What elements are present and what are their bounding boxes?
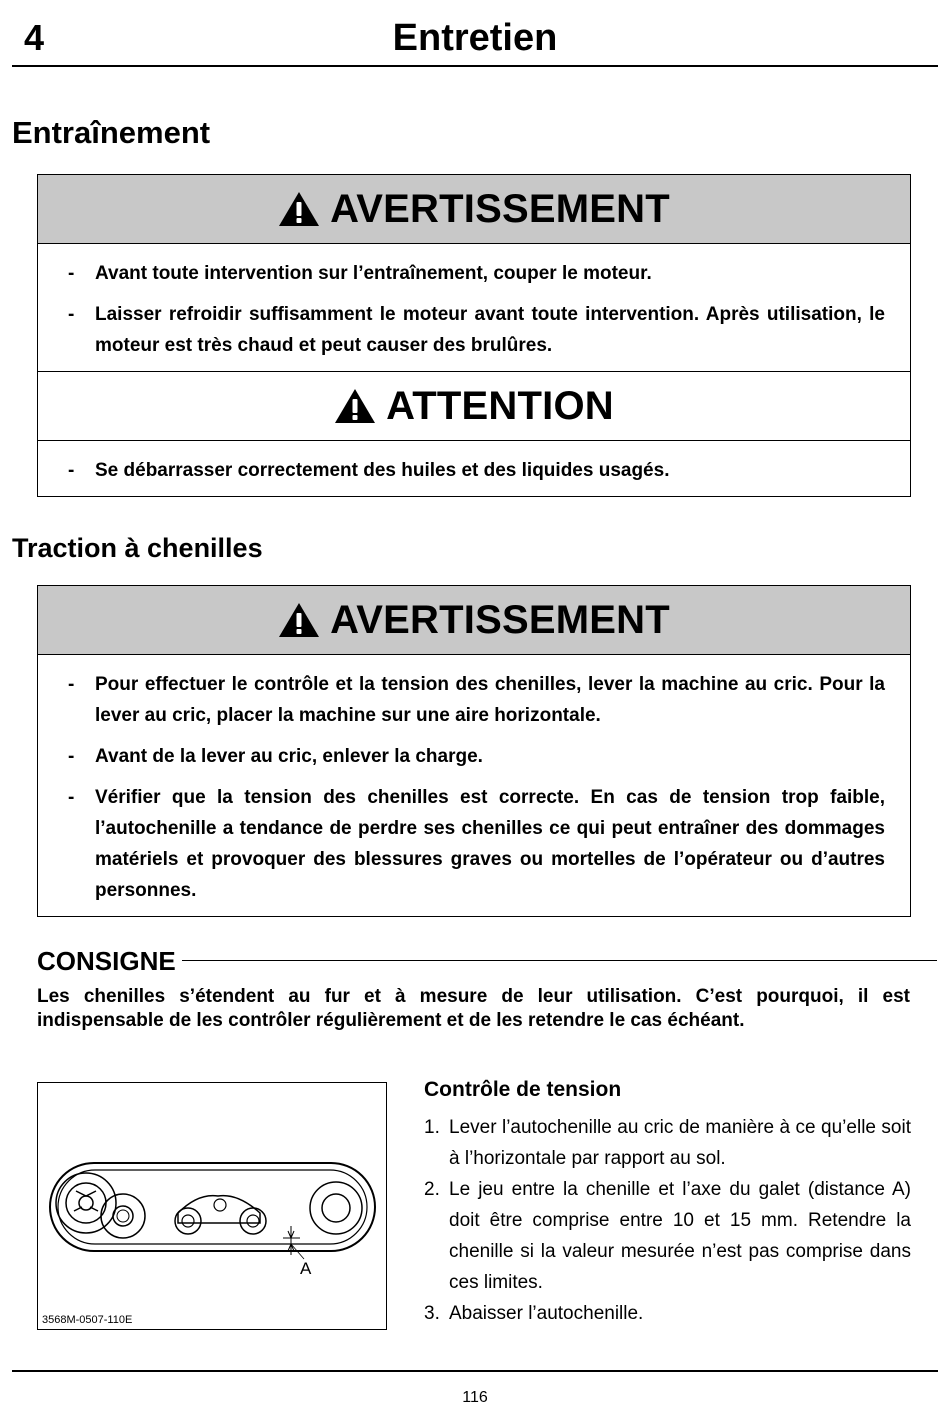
section-title-traction: Traction à chenilles	[12, 533, 263, 563]
warning-header	[38, 175, 910, 244]
chapter-number: 4	[24, 17, 45, 58]
notice-rule	[182, 960, 937, 961]
procedure-step	[424, 1112, 911, 1174]
caution-item: - Se débarrasser correctement des huiles et des liquides usagés.	[63, 455, 885, 486]
warning-label: AVERTISSEMENT	[330, 187, 670, 231]
warning-header	[38, 586, 910, 655]
procedure-step	[424, 1298, 911, 1329]
warning-triangle-icon	[278, 191, 320, 227]
warning-item: - Vérifier que la tension des chenilles est correcte. En cas de tension trop faible, l’autochenille a tendance de perdre ses chenilles ce qui peut entraîner des dommages matériels et provoquer des blessures graves ou mortelles de l’opérateur ou d’autres personnes.	[63, 782, 885, 906]
procedure-step	[424, 1174, 911, 1298]
warning-triangle-icon	[278, 602, 320, 638]
step-text: Lever l’autochenille au cric de manière à ce qu’elle soit à l’horizontale par rapport au sol.	[449, 1117, 911, 1169]
step-number: 2.	[424, 1179, 440, 1200]
notice-text: Les chenilles s’étendent au fur et à mesure de leur utilisation. C’est pourquoi, il est indispensable de les contrôler régulièrement et de les retendre le cas échéant.	[37, 986, 910, 1031]
warning-item: - Avant toute intervention sur l’entraînement, couper le moteur.	[63, 258, 885, 289]
step-text: Abaisser l’autochenille.	[449, 1303, 644, 1324]
caution-label: ATTENTION	[386, 384, 614, 428]
warning-label: AVERTISSEMENT	[330, 598, 670, 642]
step-number: 3.	[424, 1303, 440, 1324]
distance-a-label: A	[300, 1259, 312, 1278]
warning-triangle-icon	[334, 388, 376, 424]
safety-box-traction	[37, 585, 911, 917]
procedure-title: Contrôle de tension	[424, 1078, 622, 1101]
step-number: 1.	[424, 1117, 440, 1138]
page-header	[12, 12, 938, 67]
chapter-title: Entretien	[392, 17, 558, 59]
warning-item: - Laisser refroidir suffisamment le moteur avant toute intervention. Après utilisation, le moteur est très chaud et peut causer des brulûres.	[63, 299, 885, 361]
track-drawing	[38, 1083, 386, 1329]
footer-rule	[12, 1370, 938, 1372]
caution-body	[38, 441, 910, 496]
figure-caption: 3568M-0507-110E	[42, 1314, 133, 1326]
warning-body	[38, 244, 910, 371]
warning-item: - Pour effectuer le contrôle et la tension des chenilles, lever la machine au cric. Pour la lever au cric, placer la machine sur une aire horizontale.	[63, 669, 885, 731]
warning-body	[38, 655, 910, 916]
page-number: 116	[462, 1389, 488, 1406]
procedure-steps	[424, 1112, 911, 1329]
step-text: Le jeu entre la chenille et l’axe du galet (distance A) doit être comprise entre 10 et 15 mm. Retendre la chenille si la valeur mesurée n’est pas comprise dans ces limites.	[449, 1179, 911, 1293]
caution-header	[38, 372, 910, 441]
section-title-entrainement: Entraînement	[12, 115, 211, 150]
notice-title: CONSIGNE	[37, 946, 176, 976]
warning-item: - Avant de la lever au cric, enlever la charge.	[63, 741, 885, 772]
safety-box-entrainement	[37, 174, 911, 497]
track-diagram	[37, 1082, 387, 1330]
